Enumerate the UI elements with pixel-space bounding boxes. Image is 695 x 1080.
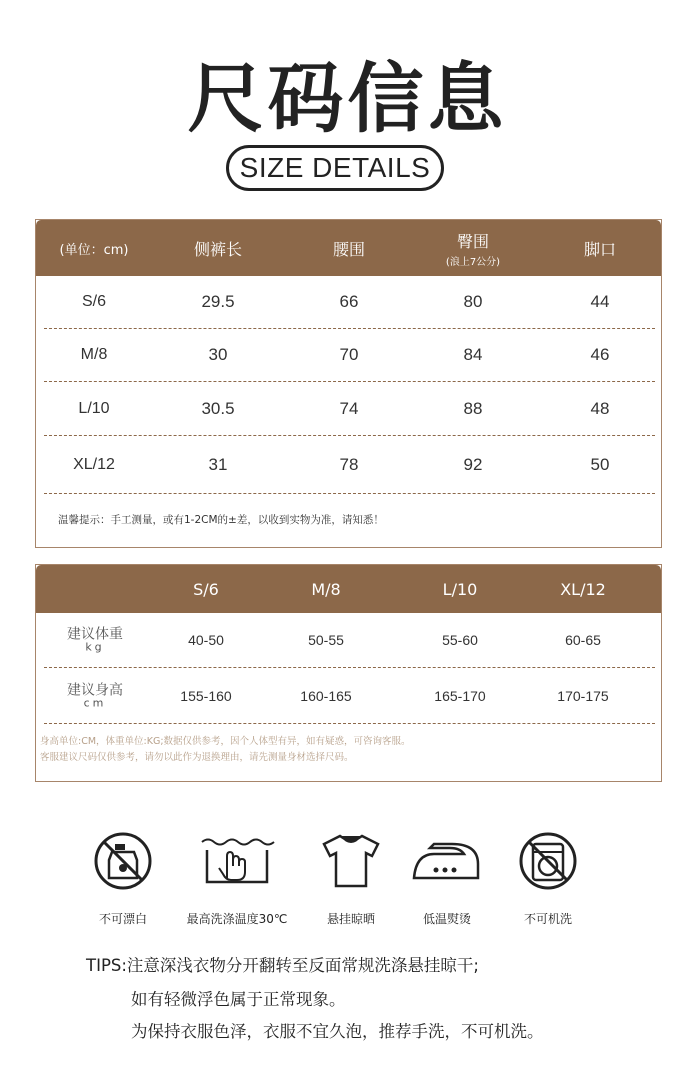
recommend-table (35, 564, 662, 782)
height-label: 建议身高 cm (67, 682, 123, 709)
header-waist: 腰围 (332, 239, 366, 259)
header-size-s: S/6 (193, 579, 219, 599)
no-machine-wash-icon (517, 830, 579, 892)
table-row: 建议身高 cm 155-160 160-165 165-170 170-175 (44, 668, 655, 724)
care-no-machine-wash: 不可机洗 (493, 830, 603, 927)
header-size-l: L/10 (442, 579, 478, 599)
header-hip: 臀围 (浪上7公分) (445, 231, 501, 268)
header-unit: (单位：cm) (59, 242, 129, 258)
care-hang-dry: 悬挂晾晒 (296, 830, 406, 927)
subtitle-text: SIZE DETAILS (239, 152, 431, 183)
table-row: S/6 29.5 66 80 44 (44, 276, 655, 329)
table-row: L/10 30.5 74 88 48 (44, 382, 655, 436)
care-no-bleach: 不可漂白 (68, 830, 178, 927)
size-table (35, 219, 662, 548)
header-size-m: M/8 (311, 579, 341, 599)
header-size-xl: XL/12 (560, 579, 606, 599)
subtitle-badge (226, 145, 444, 191)
table-row: 建议体重 kg 40-50 50-55 55-60 60-65 (44, 613, 655, 668)
hang-dry-icon (316, 830, 386, 892)
low-iron-icon (410, 830, 484, 892)
header-hem: 脚口 (583, 239, 617, 259)
care-wash-30: 最高洗涤温度30℃ (182, 830, 292, 927)
reference-note: 身高单位:CM，体重单位:KG;数据仅供参考，因个人体型有异，如有疑惑，可咨询客服。 (40, 736, 411, 747)
weight-label: 建议体重 kg (67, 626, 123, 654)
tips-line-2: 如有轻微浮色属于正常现象。 (131, 990, 346, 1009)
care-low-iron: 低温熨烫 (392, 830, 502, 927)
tips-line-1: TIPS:注意深浅衣物分开翻转至反面常规洗涤悬挂晾干; (86, 956, 479, 975)
wash-30-icon (197, 830, 277, 892)
table-row: M/8 30 70 84 46 (44, 329, 655, 382)
exchange-note: 客服建议尺码仅供参考，请勿以此作为退换理由，请先测量身材选择尺码。 (40, 752, 354, 763)
measurement-note: 温馨提示：手工测量，或有1-2CM的±差，以收到实物为准，请知悉！ (58, 514, 384, 526)
header-side-length: 侧裤长 (193, 239, 243, 259)
page-title: 尺码信息 (187, 54, 508, 143)
recommend-table-header (36, 565, 661, 613)
tips-line-3: 为保持衣服色泽，衣服不宜久泡，推荐手洗，不可机洗。 (131, 1022, 544, 1041)
no-bleach-icon (92, 830, 154, 892)
table-row: XL/12 31 78 92 50 (44, 436, 655, 494)
size-table-header (36, 220, 661, 276)
